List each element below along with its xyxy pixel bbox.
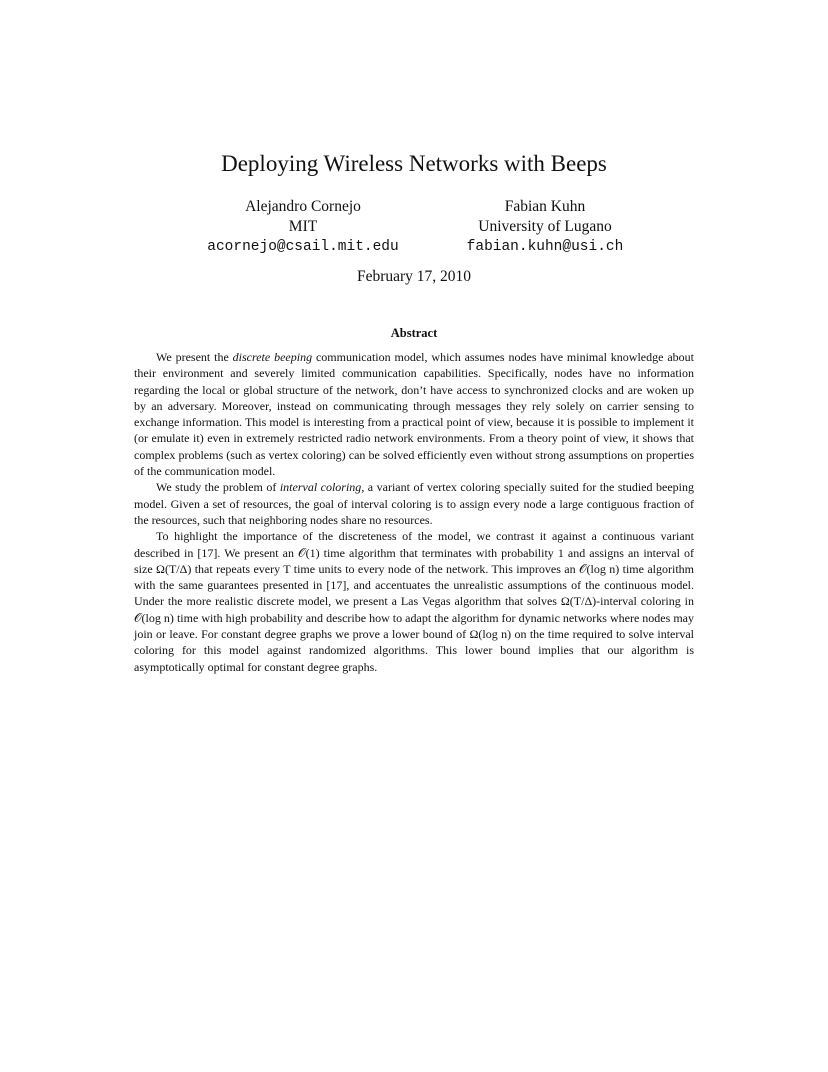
author-block [415,197,675,257]
abstract-paragraph [134,479,694,528]
emphasis-term: discrete beeping [232,350,313,364]
abstract-heading: Abstract [390,326,438,340]
text-run: time with high probability and describe how to adapt the algorithm for dynamic networks where nodes may join or leave. For constant degree graphs we prove a lower bound of [134,610,694,642]
text-run: , a variant of vertex coloring specially suited for the studied beeping model. Given a set of resources, the goal of interval coloring is to assign every node a large contiguous fraction of the resources, such that neighboring nodes share no resources. [134,480,694,527]
text-run: To highlight the importance of the discreteness of the model, we contrast it against a continuous variant described in [17]. We present an [134,529,694,560]
author-email: fabian.kuhn@usi.ch [466,239,624,255]
text-run: We present the [156,350,233,364]
author-name: Fabian Kuhn [504,198,586,215]
math-expression: Ω(T/Δ) [560,594,597,609]
paper-title: Deploying Wireless Networks with Beeps [221,151,607,176]
abstract-paragraph [134,349,694,479]
author-affiliation: University of Lugano [478,218,612,235]
text-run: -interval coloring in [596,594,694,609]
author-affiliation: MIT [288,218,318,235]
text-run: and assigns an interval of size [134,545,695,576]
math-expression: 𝒪(log n) [579,561,620,576]
text-run: on the time required to solve interval coloring for this model against randomized algorithms. This lower bound implies that our algorithm is asymptotically optimal for constant degree graphs. [134,627,695,674]
math-expression: Ω(T/Δ) [156,561,192,576]
text-run: time algorithm with the same guarantees presented in [17], and accentuates the unrealistic assumptions of the continuous model. Under the more realistic discrete model, we present a Las Vegas algorithm that solves [134,561,695,609]
math-expression: 𝒪(1) [298,545,320,560]
text-run: communication model, which assumes nodes have minimal knowledge about their environment and severely limited communication capabilities. Specifically, nodes have no information regarding the local or global structure of the network, don’t have access to synchronized clocks and are woken up by an adversary. Moreover, instead on communicating through messages they rely solely on carrier sensing to exchange information. This model is interesting from a practical point of view, because it is possible to implement it (or emulate it) even in extremely restricted radio network environments. From a theory point of view, it shows that complex problems (such as vertex coloring) can be solved efficiently even without strong assumptions on properties of the communication model. [134,350,694,479]
author-block [173,197,433,257]
text-run: We study the problem of [156,480,280,495]
author-email: acornejo@csail.mit.edu [207,239,399,255]
paper-date: February 17, 2010 [356,268,472,285]
math-expression: Ω(log n) [469,627,512,642]
emphasis-term: interval coloring [279,480,362,495]
math-expression: 𝒪(log n) [134,610,174,625]
abstract-paragraph [134,528,694,675]
text-run: that repeats every [191,561,284,576]
author-name: Alejandro Cornejo [245,198,361,215]
math-expression: 1 [557,545,564,560]
text-run: time algorithm that terminates with probability [319,545,558,560]
text-run: time units to every node of the network. This improves an [290,561,579,576]
abstract-body [134,349,694,675]
math-expression: T [283,561,291,576]
